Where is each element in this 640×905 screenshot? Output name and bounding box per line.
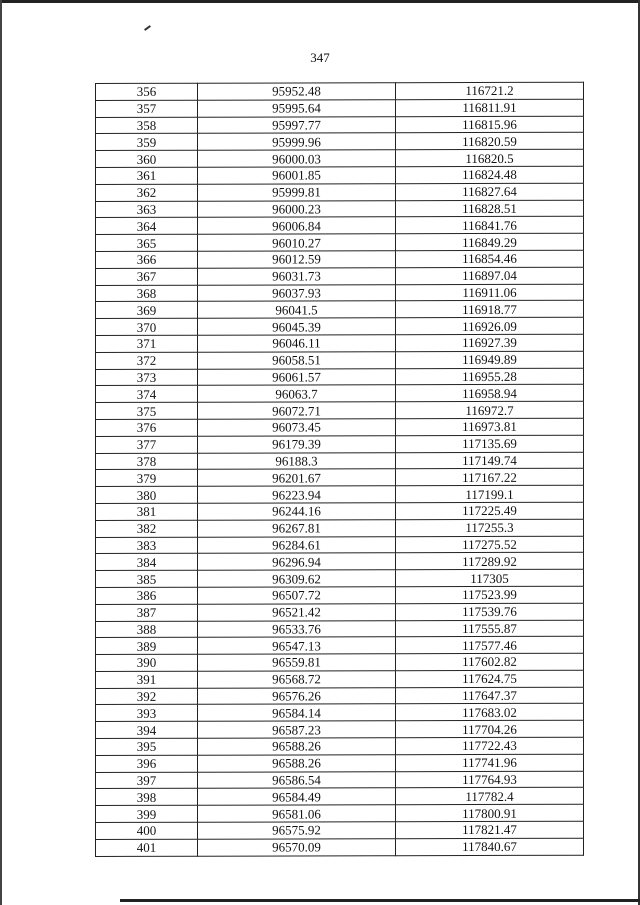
x-coordinate-cell: 96073.45 [198,419,396,436]
y-coordinate-cell: 117741.96 [396,754,584,771]
table-row [96,704,584,722]
x-coordinate-cell: 96559.81 [198,654,396,671]
table-row [96,99,584,117]
y-coordinate-cell: 117722.43 [396,737,584,754]
point-number-cell: 360 [96,150,198,167]
table-row [96,267,584,285]
point-number-cell: 373 [96,369,198,386]
point-number-cell: 388 [96,621,198,638]
x-coordinate-cell: 96031.73 [198,267,396,284]
x-coordinate-cell: 95999.81 [198,183,396,200]
y-coordinate-cell: 117199.1 [396,485,584,502]
table-row [96,133,584,151]
y-coordinate-cell: 117704.26 [396,721,584,738]
y-coordinate-cell: 117275.52 [396,536,584,553]
x-coordinate-cell: 96296.94 [198,553,396,570]
point-number-cell: 378 [96,453,198,470]
point-number-cell: 371 [96,335,198,352]
x-coordinate-cell: 96576.26 [198,687,396,704]
table-row [96,821,584,839]
point-number-cell: 366 [96,251,198,268]
y-coordinate-cell: 116811.91 [396,99,584,116]
table-row [96,317,584,335]
x-coordinate-cell: 96223.94 [198,486,396,503]
table-row [96,519,584,537]
x-coordinate-cell: 96046.11 [198,335,396,352]
point-number-cell: 390 [96,654,198,671]
table-row [96,149,584,167]
scan-edge-top [0,0,640,3]
y-coordinate-cell: 117135.69 [396,435,584,452]
table-row [96,771,584,789]
point-number-cell: 382 [96,520,198,537]
table-row [96,368,584,386]
point-number-cell: 380 [96,486,198,503]
table-row [96,401,584,419]
point-number-cell: 391 [96,671,198,688]
table-row [96,536,584,554]
table-row [96,418,584,436]
y-coordinate-cell: 116972.7 [396,401,584,418]
table-row [96,721,584,739]
y-coordinate-cell: 117305 [396,569,584,586]
x-coordinate-cell: 96507.72 [198,587,396,604]
table-row [96,116,584,134]
point-number-cell: 364 [96,218,198,235]
point-number-cell: 367 [96,268,198,285]
x-coordinate-cell: 96568.72 [198,671,396,688]
x-coordinate-cell: 96586.54 [198,771,396,788]
table-row [96,502,584,520]
point-number-cell: 384 [96,554,198,571]
point-number-cell: 394 [96,722,198,739]
y-coordinate-cell: 117523.99 [396,586,584,603]
scan-edge-left [0,0,2,905]
x-coordinate-cell: 96010.27 [198,234,396,251]
table-row [96,435,584,453]
y-coordinate-cell: 116897.04 [396,267,584,284]
x-coordinate-cell: 96587.23 [198,721,396,738]
table-row [96,217,584,235]
y-coordinate-cell: 116926.09 [396,317,584,334]
point-number-cell: 368 [96,285,198,302]
table-row [96,166,584,184]
y-coordinate-cell: 116827.64 [396,183,584,200]
table-row [96,233,584,251]
scan-edge-bottom [120,899,640,902]
x-coordinate-cell: 96533.76 [198,620,396,637]
table-row [96,687,584,705]
y-coordinate-cell: 116820.59 [396,133,584,150]
x-coordinate-cell: 96575.92 [198,822,396,839]
point-number-cell: 387 [96,604,198,621]
x-coordinate-cell: 96045.39 [198,318,396,335]
table-row [96,603,584,621]
x-coordinate-cell: 96061.57 [198,368,396,385]
x-coordinate-cell: 96588.26 [198,738,396,755]
x-coordinate-cell: 96547.13 [198,637,396,654]
x-coordinate-cell: 96179.39 [198,435,396,452]
point-number-cell: 401 [96,839,198,856]
point-number-cell: 393 [96,705,198,722]
x-coordinate-cell: 96058.51 [198,351,396,368]
y-coordinate-cell: 116828.51 [396,200,584,217]
table-row [96,737,584,755]
point-number-cell: 383 [96,537,198,554]
y-coordinate-cell: 117602.82 [396,653,584,670]
point-number-cell: 399 [96,805,198,822]
point-number-cell: 362 [96,184,198,201]
table-row [96,620,584,638]
y-coordinate-cell: 116918.77 [396,301,584,318]
table-body [96,82,584,856]
point-number-cell: 370 [96,318,198,335]
y-coordinate-cell: 117764.93 [396,771,584,788]
point-number-cell: 400 [96,822,198,839]
y-coordinate-cell: 116927.39 [396,334,584,351]
point-number-cell: 379 [96,470,198,487]
y-coordinate-cell: 117539.76 [396,603,584,620]
point-number-cell: 363 [96,201,198,218]
point-number-cell: 356 [96,83,198,100]
y-coordinate-cell: 116824.48 [396,166,584,183]
point-number-cell: 392 [96,688,198,705]
y-coordinate-cell: 117555.87 [396,620,584,637]
x-coordinate-cell: 96001.85 [198,167,396,184]
y-coordinate-cell: 117683.02 [396,704,584,721]
table-row [96,334,584,352]
x-coordinate-cell: 96041.5 [198,301,396,318]
x-coordinate-cell: 96000.03 [198,150,396,167]
y-coordinate-cell: 116958.94 [396,385,584,402]
x-coordinate-cell: 96012.59 [198,251,396,268]
x-coordinate-cell: 96284.61 [198,536,396,553]
x-coordinate-cell: 95952.48 [198,83,396,100]
y-coordinate-cell: 117289.92 [396,553,584,570]
table-row [96,250,584,268]
x-coordinate-cell: 96581.06 [198,805,396,822]
y-coordinate-cell: 117840.67 [396,838,584,855]
x-coordinate-cell: 96006.84 [198,217,396,234]
point-number-cell: 396 [96,755,198,772]
table-row [96,485,584,503]
y-coordinate-cell: 116841.76 [396,217,584,234]
x-coordinate-cell: 95997.77 [198,116,396,133]
table-row [96,452,584,470]
table-row [96,183,584,201]
pen-mark [144,25,151,31]
y-coordinate-cell: 117624.75 [396,670,584,687]
point-number-cell: 397 [96,772,198,789]
table-row [96,82,584,100]
y-coordinate-cell: 116911.06 [396,284,584,301]
y-coordinate-cell: 117800.91 [396,804,584,821]
x-coordinate-cell: 96201.67 [198,469,396,486]
point-number-cell: 385 [96,570,198,587]
table-row [96,838,584,856]
table-row [96,804,584,822]
y-coordinate-cell: 116815.96 [396,116,584,133]
y-coordinate-cell: 117577.46 [396,637,584,654]
y-coordinate-cell: 117225.49 [396,502,584,519]
point-number-cell: 386 [96,587,198,604]
x-coordinate-cell: 95995.64 [198,100,396,117]
point-number-cell: 389 [96,638,198,655]
point-number-cell: 359 [96,134,198,151]
table-row [96,301,584,319]
x-coordinate-cell: 96584.14 [198,704,396,721]
x-coordinate-cell: 96244.16 [198,503,396,520]
y-coordinate-cell: 116854.46 [396,250,584,267]
point-number-cell: 375 [96,402,198,419]
x-coordinate-cell: 96570.09 [198,839,396,856]
x-coordinate-cell: 96588.26 [198,755,396,772]
y-coordinate-cell: 116973.81 [396,418,584,435]
y-coordinate-cell: 116949.89 [396,351,584,368]
point-number-cell: 369 [96,302,198,319]
table-row [96,553,584,571]
table-row [96,653,584,671]
table-row [96,469,584,487]
y-coordinate-cell: 117821.47 [396,821,584,838]
table-row [96,754,584,772]
y-coordinate-cell: 116721.2 [396,82,584,99]
page-number: 347 [310,50,330,65]
point-number-cell: 365 [96,234,198,251]
table-row [96,670,584,688]
point-number-cell: 361 [96,167,198,184]
table-row [96,284,584,302]
x-coordinate-cell: 96309.62 [198,570,396,587]
table-row [96,200,584,218]
table-row [96,569,584,587]
table-row [96,351,584,369]
x-coordinate-cell: 96037.93 [198,284,396,301]
point-number-cell: 395 [96,738,198,755]
y-coordinate-cell: 117255.3 [396,519,584,536]
x-coordinate-cell: 96063.7 [198,385,396,402]
y-coordinate-cell: 117782.4 [396,788,584,805]
coordinate-table [95,82,584,857]
point-number-cell: 381 [96,503,198,520]
point-number-cell: 398 [96,789,198,806]
table-row [96,788,584,806]
point-number-cell: 376 [96,419,198,436]
y-coordinate-cell: 117167.22 [396,469,584,486]
y-coordinate-cell: 116955.28 [396,368,584,385]
x-coordinate-cell: 95999.96 [198,133,396,150]
table-row [96,385,584,403]
x-coordinate-cell: 96072.71 [198,402,396,419]
table-row [96,586,584,604]
y-coordinate-cell: 116849.29 [396,233,584,250]
x-coordinate-cell: 96188.3 [198,452,396,469]
x-coordinate-cell: 96000.23 [198,200,396,217]
y-coordinate-cell: 116820.5 [396,149,584,166]
x-coordinate-cell: 96267.81 [198,519,396,536]
point-number-cell: 358 [96,117,198,134]
x-coordinate-cell: 96584.49 [198,788,396,805]
y-coordinate-cell: 117149.74 [396,452,584,469]
x-coordinate-cell: 96521.42 [198,603,396,620]
point-number-cell: 374 [96,386,198,403]
point-number-cell: 372 [96,352,198,369]
point-number-cell: 377 [96,436,198,453]
y-coordinate-cell: 117647.37 [396,687,584,704]
point-number-cell: 357 [96,100,198,117]
table-row [96,637,584,655]
